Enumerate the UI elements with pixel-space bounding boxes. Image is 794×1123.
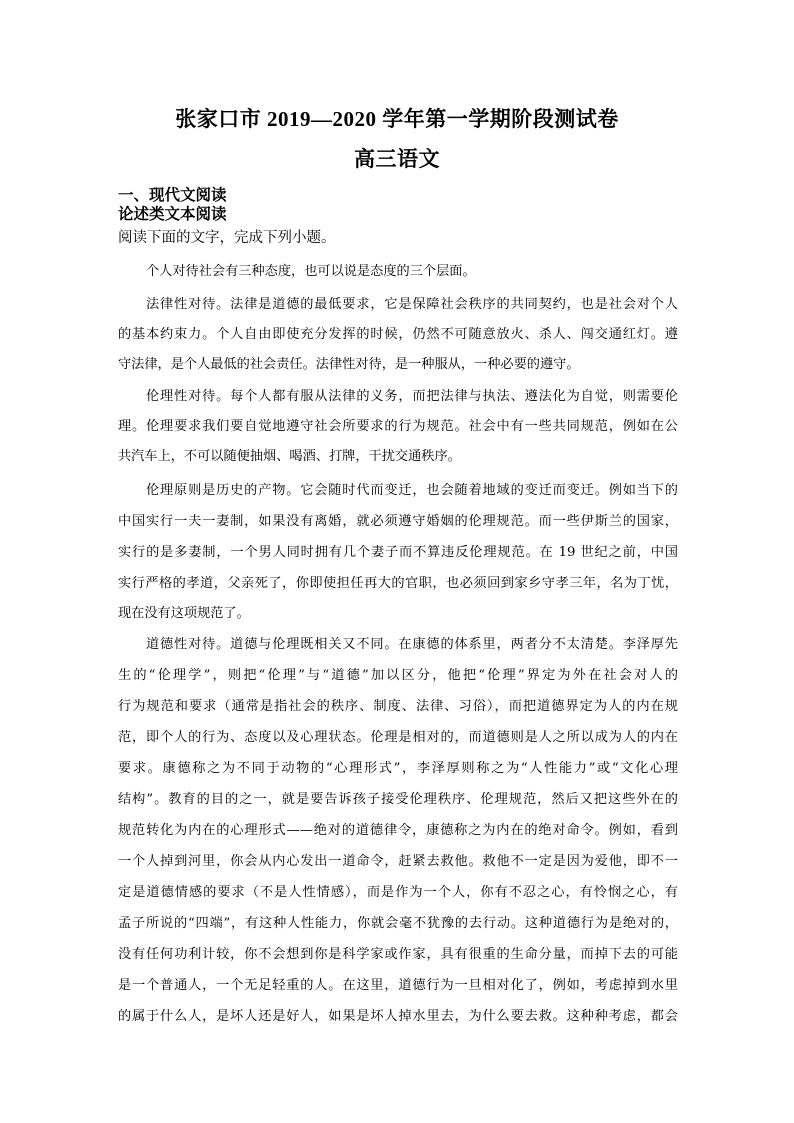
body-line: 要求。康德称之为不同于动物的“心理形式”，李泽厚则称之为“人性能力”或“文化心理 bbox=[118, 761, 678, 776]
body-line: 中国实行一夫一妻制，如果没有离婚，就必须遵守婚姻的伦理规范。而一些伊斯兰的国家， bbox=[118, 514, 678, 529]
body-line: 生的“伦理学”，则把“伦理”与“道德”加以区分，他把“伦理”界定为外在社会对人的 bbox=[118, 668, 678, 683]
body-line: 道德性对待。道德与伦理既相关又不同。在康德的体系里，两者分不太清楚。李泽厚先 bbox=[146, 637, 678, 652]
document-title: 张家口市 2019—2020 学年第一学期阶段测试卷 bbox=[175, 107, 619, 131]
instruction-text: 阅读下面的文字，完成下列小题。 bbox=[118, 230, 336, 246]
body-line: 共汽车上，不可以随便抽烟、喝酒、打牌，干扰交通秩序。 bbox=[118, 449, 461, 464]
body-line: 一个人掉到河里，你会从内心发出一道命令，赶紧去救他。救他不一定是因为爱他，即不一 bbox=[118, 854, 678, 869]
body-line: 孟子所说的“四端”，有这种人性能力，你就会毫不犹豫的去行动。这种道德行为是绝对的， bbox=[118, 916, 678, 931]
body-line: 理。伦理要求我们要自觉地遵守社会所要求的行为规范。社会中有一些共同规范，例如在公 bbox=[118, 419, 678, 434]
subsection-heading: 论述类文本阅读 bbox=[118, 206, 227, 223]
document-subtitle: 高三语文 bbox=[354, 147, 440, 171]
body-line: 结构”。教育的目的之一，就是要告诉孩子接受伦理秩序、伦理规范，然后又把这些外在的 bbox=[118, 792, 678, 807]
body-line: 法律性对待。法律是道德的最低要求，它是保障社会秩序的共同契约，也是社会对个人 bbox=[146, 297, 678, 312]
body-line: 范，即个人的行为、态度以及心理状态。伦理是相对的，而道德则是人之所以成为人的内在 bbox=[118, 730, 678, 745]
body-line: 是一个普通人，一个无足轻重的人。在这里，道德行为一旦相对化了，例如，考虑掉到水里 bbox=[118, 978, 678, 993]
body-line: 行为规范和要求（通常是指社会的秩序、制度、法律、习俗），而把道德界定为人的内在规 bbox=[118, 699, 678, 714]
body-line: 实行严格的孝道，父亲死了，你即使担任再大的官职，也必须回到家乡守孝三年，名为丁忧， bbox=[118, 576, 678, 591]
body-line: 伦理原则是历史的产物。它会随时代而变迁，也会随着地域的变迁而变迁。例如当下的 bbox=[146, 483, 678, 498]
body-line: 定是道德情感的要求（不是人性情感），而是作为一个人，你有不忍之心，有怜悯之心，有 bbox=[118, 885, 678, 900]
section-heading: 一、现代文阅读 bbox=[118, 187, 227, 204]
body-line: 现在没有这项规范了。 bbox=[118, 606, 250, 621]
body-line: 的基本约束力。个人自由即使充分发挥的时候，仍然不可随意放火、杀人、闯交通红灯。遵 bbox=[118, 327, 678, 342]
body-line: 伦理性对待。每个人都有服从法律的义务，而把法律与执法、遵法化为自觉，则需要伦 bbox=[146, 389, 678, 404]
body-line: 规范转化为内在的心理形式——绝对的道德律令，康德称之为内在的绝对命令。例如，看到 bbox=[118, 823, 678, 838]
body-line: 没有任何功利计较，你不会想到你是科学家或作家，具有很重的生命分量，而掉下去的可能 bbox=[118, 947, 678, 962]
body-line: 的属于什么人，是坏人还是好人，如果是坏人掉水里去，为什么要去救。这种种考虑，都会 bbox=[118, 1009, 678, 1024]
body-line: 个人对待社会有三种态度，也可以说是态度的三个层面。 bbox=[146, 264, 476, 279]
body-line: 守法律，是个人最低的社会责任。法律性对待，是一种服从，一种必要的遵守。 bbox=[118, 357, 580, 372]
body-line: 实行的是多妻制，一个男人同时拥有几个妻子而不算违反伦理规范。在 19 世纪之前，中国 bbox=[118, 545, 678, 560]
